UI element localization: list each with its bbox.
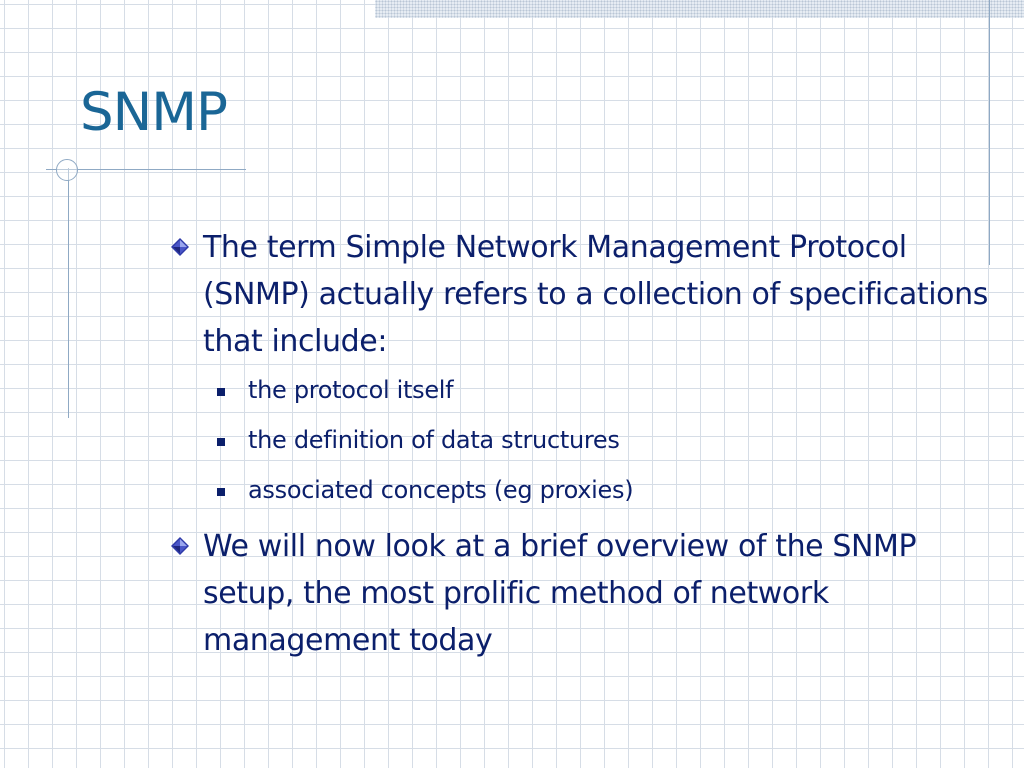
sub-bullet-text: the definition of data structures <box>248 426 620 454</box>
sub-bullet-list <box>163 365 1013 515</box>
slide-content <box>163 224 1013 664</box>
square-bullet-icon <box>217 388 225 396</box>
corner-circle-ornament <box>56 159 78 181</box>
bullet-item <box>163 523 1013 664</box>
top-decorative-bar <box>375 0 1024 18</box>
square-bullet-icon <box>217 488 225 496</box>
sub-bullet-text: the protocol itself <box>248 376 454 404</box>
bullet-item <box>163 224 1013 365</box>
diamond-bullet-icon <box>170 237 190 257</box>
diamond-bullet-icon <box>170 536 190 556</box>
square-bullet-icon <box>217 438 225 446</box>
sub-bullet-item <box>163 465 1013 515</box>
sub-bullet-item <box>163 415 1013 465</box>
bullet-text: We will now look at a brief overview of the SNMP setup, the most prolific method of network management today <box>203 529 917 658</box>
sub-bullet-item <box>163 365 1013 415</box>
sub-bullet-text: associated concepts (eg proxies) <box>248 476 634 504</box>
slide-title: SNMP <box>80 82 227 143</box>
left-decorative-line <box>68 168 69 418</box>
bullet-text: The term Simple Network Management Protocol (SNMP) actually refers to a collection of specifications that include: <box>203 230 988 359</box>
